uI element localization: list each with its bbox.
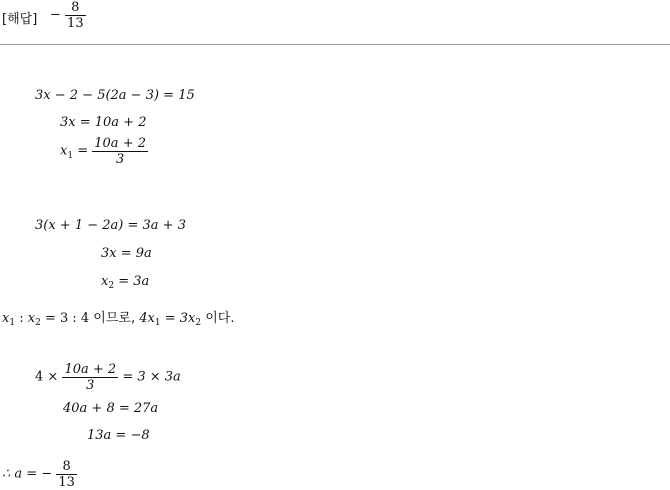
ratio-x1: x [2, 311, 10, 326]
ratio-colon: : [15, 311, 28, 326]
x1-frac [92, 136, 148, 167]
conclusion [2, 459, 77, 490]
eq-step1-line3 [60, 136, 148, 167]
ratio-s2: 2 [35, 318, 41, 328]
answer-denominator: 13 [67, 16, 84, 31]
eq-step2-line1: 3(x + 1 − 2a) = 3a + 3 [35, 218, 186, 233]
step3-post: = 3 × 3a [122, 369, 181, 385]
ratio-x2: x [27, 311, 36, 326]
ratio-s1: 1 [9, 318, 16, 328]
eq-sign: = [77, 143, 89, 159]
eq-step2-line2: 3x = 9a [101, 246, 152, 261]
x1-numerator: 10a + 2 [94, 136, 146, 151]
answer-numerator: 8 [71, 0, 80, 15]
conclusion-frac [56, 459, 77, 490]
ratio-ls: 1 [154, 318, 161, 328]
conclusion-denominator: 13 [58, 475, 75, 490]
answer-label: [해답] [2, 12, 38, 27]
answer-sign: − [50, 7, 61, 23]
header-divider [0, 44, 670, 45]
ratio-korean-2: 이다. [201, 311, 235, 326]
step3-numerator: 10a + 2 [64, 362, 117, 377]
eq-step1-line2: 3x = 10a + 2 [60, 115, 147, 130]
x1-denominator: 3 [92, 151, 148, 167]
eq-step3-line1 [35, 362, 181, 393]
x2-sub: 2 [108, 281, 115, 291]
step3-frac [62, 362, 118, 393]
step3-denominator: 3 [62, 377, 118, 393]
eq-step3-line2: 40a + 8 = 27a [63, 401, 159, 416]
conclusion-pre: ∴ a = − [2, 466, 53, 482]
x2-var: x [101, 274, 109, 289]
answer-fraction [50, 0, 86, 31]
answer-frac [65, 0, 86, 31]
ratio-lhs: 4x [135, 311, 155, 326]
ratio-rs: 2 [195, 318, 202, 328]
ratio-mid: = 3x [160, 311, 196, 326]
eq-step2-line3 [101, 274, 149, 294]
ratio-sentence [2, 311, 234, 331]
ratio-eq: = 3 : 4 [40, 311, 94, 326]
x2-rhs: = 3a [118, 274, 150, 289]
eq-step1-line1: 3x − 2 − 5(2a − 3) = 15 [35, 88, 195, 103]
eq-step3-line3: 13a = −8 [87, 428, 150, 443]
x1-sub: 1 [67, 151, 74, 161]
step3-pre: 4 × [35, 369, 59, 385]
x1-var: x [60, 143, 68, 159]
conclusion-numerator: 8 [62, 459, 71, 474]
ratio-korean-1: 이므로, [93, 311, 136, 326]
